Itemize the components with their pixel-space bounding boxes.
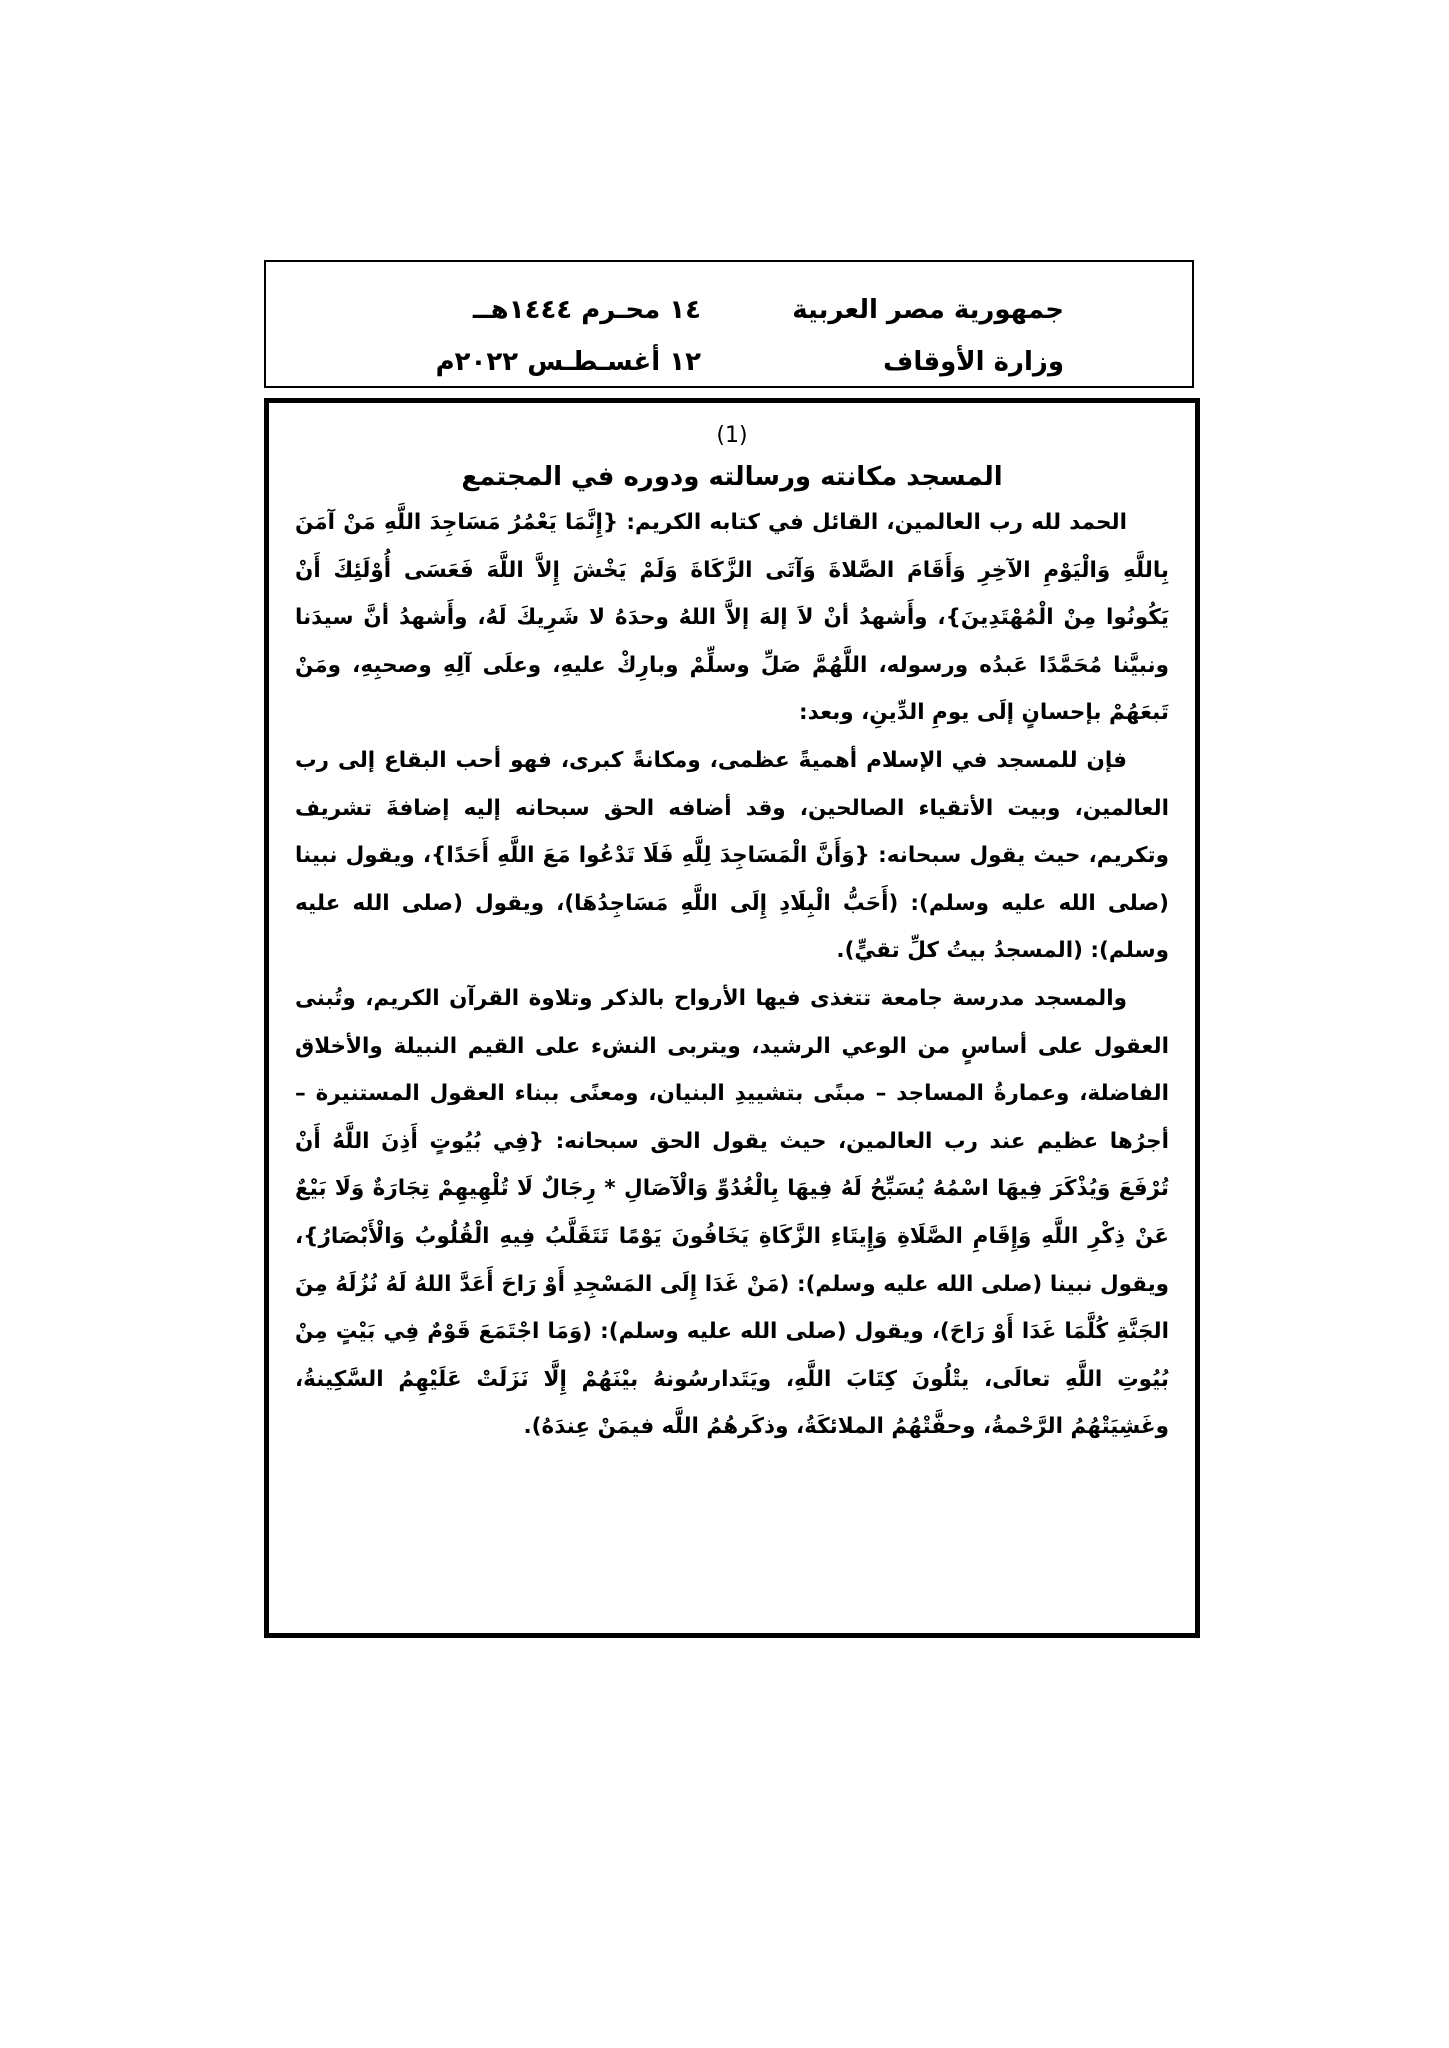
paragraph-status: فإن للمسجد في الإسلام أهميةً عظمى، ومكانةً كبرى، فهو أحب البقاع إلى رب العالمين، وبيت الأتقياء الصالحين، وقد أضافه الحق سبحانه إليه إضافةَ تشريف وتكريم، حيث يقول سبحانه: {وَأَنَّ الْمَسَاجِدَ لِلَّهِ فَلَا تَدْعُوا مَعَ اللَّهِ أَحَدًا}، ويقول نبينا (صلى الله عليه وسلم): (أَحَبُّ الْبِلَادِ إِلَى اللَّهِ مَسَاجِدُهَا)، ويقول (صلى الله عليه وسلم): (المسجدُ بيتُ كلِّ تقيٍّ). bbox=[295, 747, 1169, 964]
gregorian-date: ١٢ أغسـطـس ٢٠٢٢م bbox=[435, 347, 701, 377]
sermon-content-box bbox=[264, 398, 1200, 1638]
paragraph-opening: الحمد لله رب العالمين، القائل في كتابه الكريم: {إِنَّمَا يَعْمُرُ مَسَاجِدَ اللَّهِ مَنْ آمَنَ بِاللَّهِ وَالْيَوْمِ الآخِرِ وَأَقَامَ الصَّلاةَ وَآتَى الزَّكَاةَ وَلَمْ يَخْشَ إِلاَّ اللَّهَ فَعَسَى أُوْلَئِكَ أَنْ يَكُونُوا مِنْ الْمُهْتَدِينَ}، وأَشهدُ أنْ لاَ إلهَ إلاَّ اللهُ وحدَهُ لا شَرِيكَ لَهُ، وأَشهدُ أنَّ سيدَنا ونبيَّنا مُحَمَّدًا عَبدُه ورسوله، اللَّهُمَّ صَلِّ وسلِّمْ وبارِكْ عليهِ، وعلَى آلِهِ وصحبِهِ، ومَنْ تَبعَهُمْ بإحسانٍ إلَى يومِ الدِّينِ، وبعد: bbox=[295, 510, 1169, 726]
sermon-number: (1) bbox=[716, 423, 748, 448]
paragraph-school: والمسجد مدرسة جامعة تتغذى فيها الأرواح بالذكر وتلاوة القرآن الكريم، وتُبنى العقول على أساسٍ من الوعي الرشيد، ويتربى النشء على القيم النبيلة والأخلاق الفاضلة، وعمارةُ المساجد – مبنًى بتشييدِ البنيان، ومعنًى ببناء العقول المستنيرة – أجرُها عظيم عند رب العالمين، حيث يقول الحق سبحانه: {فِي بُيُوتٍ أَذِنَ اللَّهُ أَنْ تُرْفَعَ وَيُذْكَرَ فِيهَا اسْمُهُ يُسَبِّحُ لَهُ فِيهَا بِالْغُدُوِّ وَالْآصَالِ * رِجَالٌ لَا تُلْهِيهِمْ تِجَارَةٌ وَلَا بَيْعٌ عَنْ ذِكْرِ اللَّهِ وَإِقَامِ الصَّلَاةِ وَإِيتَاءِ الزَّكَاةِ يَخَافُونَ يَوْمًا تَتَقَلَّبُ فِيهِ الْقُلُوبُ وَالْأَبْصَارُ}، ويقول نبينا (صلى الله عليه وسلم): (مَنْ غَدَا إِلَى المَسْجِدِ أَوْ رَاحَ أَعَدَّ اللهُ لَهُ نُزُلَهُ مِنَ الجَنَّةِ كُلَّمَا غَدَا أَوْ رَاحَ)، ويقول (صلى الله عليه وسلم): (وَمَا اجْتَمَعَ قَوْمٌ فِي بَيْتٍ مِنْ بُيُوتِ اللَّهِ تعالَى، يتْلُونَ كِتَابَ اللَّهِ، ويَتَدارسُونهُ بيْنَهُمْ إِلَّا نَزَلَتْ عَلَيْهِمُ السَّكِينةُ، وغَشِيَتْهُمُ الرَّحْمةُ، وحفَّتْهُمُ الملائكَةُ، وذكَرهُمُ اللَّه فيمَنْ عِندَهُ). bbox=[295, 985, 1169, 1440]
hijri-date: ١٤ محـرم ١٤٤٤هــ bbox=[472, 295, 701, 325]
header-dates bbox=[381, 284, 701, 388]
country-name: جمهورية مصر العربية bbox=[792, 295, 1064, 325]
header-box bbox=[264, 260, 1194, 388]
header-issuer bbox=[744, 284, 1064, 388]
sermon-title: المسجد مكانته ورسالته ودوره في المجتمع bbox=[461, 462, 1003, 492]
ministry-name: وزارة الأوقاف bbox=[883, 347, 1064, 377]
